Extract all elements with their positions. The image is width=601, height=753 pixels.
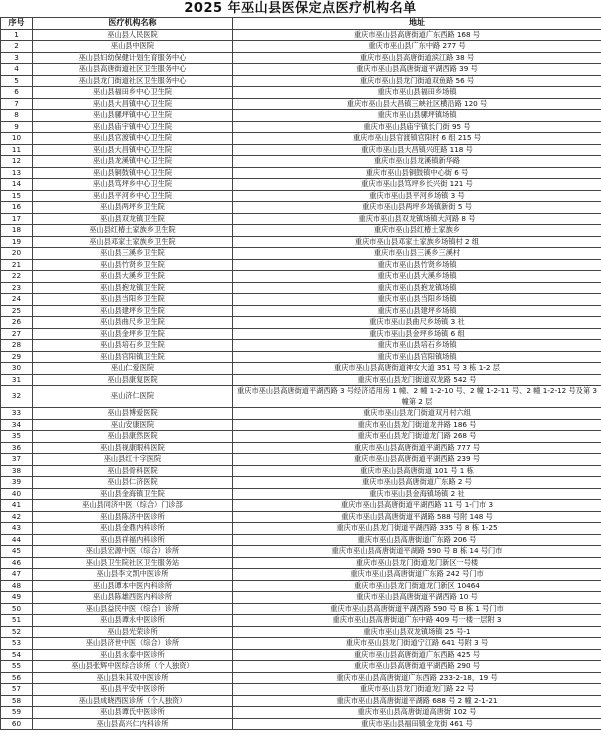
- row-num: 55: [1, 661, 33, 673]
- institution-address: 重庆市巫山县大昌镇三峡社区横沿路 120 号: [233, 98, 601, 110]
- institution-name: 巫山县官阳镇卫生院: [33, 351, 233, 363]
- row-num: 54: [1, 649, 33, 661]
- institution-address: 重庆市巫山县高唐街道平湖西路 3 号经济适用房 1 幢、2 幢 1-2-10 号、2 幢 1-2-11 号、2 幢 1-2-12 号及第 3 幢第 2 层: [233, 386, 601, 408]
- institution-address: 重庆市巫山县高唐街道广东路 2 号: [233, 477, 601, 489]
- table-row: [1, 511, 601, 523]
- row-num: 47: [1, 569, 33, 581]
- table-row: [1, 465, 601, 477]
- table-row: [1, 695, 601, 707]
- institution-address: 重庆市巫山县高唐街道广东路 242 号门市: [233, 569, 601, 581]
- institution-address: 重庆市巫山县高唐街道广东西路 425 号: [233, 649, 601, 661]
- institution-name: 巫山县祥福内科诊所: [33, 534, 233, 546]
- institution-address: 重庆市巫山县铜鼓镇中心街 6 号: [233, 167, 601, 179]
- institution-name: 巫山县金鼎内科诊所: [33, 523, 233, 535]
- institution-name: 巫山县双龙镇卫生院: [33, 213, 233, 225]
- table-row: [1, 523, 601, 535]
- institution-address: 重庆市巫山县福田乡场镇: [233, 87, 601, 99]
- institution-address: 重庆市巫山县庙宇镇长门街 95 号: [233, 121, 601, 133]
- table-row: [1, 271, 601, 283]
- table-row: [1, 41, 601, 53]
- table-row: [1, 248, 601, 260]
- institution-name: 巫山县抱龙镇卫生院: [33, 282, 233, 294]
- institution-address: 重庆市巫山县官阳镇场镇: [233, 351, 601, 363]
- row-num: 42: [1, 511, 33, 523]
- institution-name: 巫山县金坪乡卫生院: [33, 328, 233, 340]
- institution-address: 重庆市巫山县邓家土家族乡场镇村 2 组: [233, 236, 601, 248]
- institution-name: 巫山县建坪乡卫生院: [33, 305, 233, 317]
- table-row: [1, 144, 601, 156]
- row-num: 12: [1, 156, 33, 168]
- table-row: [1, 190, 601, 202]
- institution-name: 巫山县邓家土家族乡卫生院: [33, 236, 233, 248]
- row-num: 51: [1, 615, 33, 627]
- institution-address: 重庆市巫山县高唐街道平湖路 588 号附 148 号: [233, 511, 601, 523]
- institution-name: 巫山县平河乡中心卫生院: [33, 190, 233, 202]
- institution-name: 巫山县骨科医院: [33, 465, 233, 477]
- row-num: 52: [1, 626, 33, 638]
- institution-address: 重庆市巫山县培石乡场镇: [233, 340, 601, 352]
- institution-address: 重庆市巫山县高唐街道神女大道 351 号 3 栋 1-2 层: [233, 363, 601, 375]
- institution-address: 重庆市巫山县两坪乡场镇新街 5 号: [233, 202, 601, 214]
- table-row: [1, 672, 601, 684]
- row-num: 9: [1, 121, 33, 133]
- row-num: 11: [1, 144, 33, 156]
- institution-name: 巫山县大昌镇中心卫生院: [33, 144, 233, 156]
- row-num: 15: [1, 190, 33, 202]
- institution-name: 巫山县张辉中医综合诊所（个人独资）: [33, 661, 233, 673]
- institution-name: 巫山县竹贤乡卫生院: [33, 259, 233, 271]
- institution-name: 巫山县博爱医院: [33, 408, 233, 420]
- institution-address: 重庆市巫山县龙门街道龙门路 268 号: [233, 431, 601, 443]
- institution-address: 重庆市巫山县大溪乡场镇: [233, 271, 601, 283]
- institution-name: 巫山县福田乡中心卫生院: [33, 87, 233, 99]
- institution-address: 重庆市巫山县高唐街道平湖西路 10 号: [233, 592, 601, 604]
- institution-name: 巫山县三溪乡卫生院: [33, 248, 233, 260]
- institution-name: 巫山县永泰中医诊所: [33, 649, 233, 661]
- table-row: [1, 580, 601, 592]
- institution-address: 重庆市巫山县高唐街道广东西路 233-2-18，19 号: [233, 672, 601, 684]
- row-num: 60: [1, 718, 33, 730]
- institution-address: 重庆市巫山县龙门街道平湖西路 335 号 8 栋 1-25: [233, 523, 601, 535]
- institution-name: 巫山县曲尺乡卫生院: [33, 317, 233, 329]
- page-title: 2025 年巫山县医保定点医疗机构名单: [184, 1, 417, 16]
- table-row: [1, 351, 601, 363]
- table-row: [1, 121, 601, 133]
- institution-address: 重庆市巫山县高唐街道广东中路 409 号一楼一层附 3: [233, 615, 601, 627]
- institution-address: 重庆市巫山县福田镇金龙街 461 号: [233, 718, 601, 730]
- institution-name: 巫山县陈雄西医内科诊所: [33, 592, 233, 604]
- institution-address: 重庆市巫山县龙门街道龙门新区一号楼: [233, 557, 601, 569]
- institution-name: 巫山县谭氏中医诊所: [33, 707, 233, 719]
- table-row: [1, 386, 601, 408]
- institution-address: 重庆市巫山县龙门街道双月村六组: [233, 408, 601, 420]
- institution-name: 巫山县视康眼科医院: [33, 442, 233, 454]
- institution-address: 重庆市巫山县大昌镇兴旺路 118 号: [233, 144, 601, 156]
- row-num: 29: [1, 351, 33, 363]
- institution-address: 重庆市巫山县高唐街道平湖西路 39 号: [233, 64, 601, 76]
- institution-name: 巫山济仁医院: [33, 386, 233, 408]
- institution-name: 巫山县成晓西医诊所（个人独资）: [33, 695, 233, 707]
- institution-address: 重庆市巫山县龙门街道龙井路 186 号: [233, 419, 601, 431]
- table-row: [1, 282, 601, 294]
- row-num: 46: [1, 557, 33, 569]
- row-num: 26: [1, 317, 33, 329]
- institution-address: 重庆市巫山县官渡镇官阳村 6 组 215 号: [233, 133, 601, 145]
- row-num: 4: [1, 64, 33, 76]
- table-row: [1, 454, 601, 466]
- institution-address: 重庆市巫山县高唐街道 101 号 1 栋: [233, 465, 601, 477]
- institution-name: 巫山县当阳乡卫生院: [33, 294, 233, 306]
- table-row: [1, 236, 601, 248]
- row-num: 56: [1, 672, 33, 684]
- institution-address: 重庆市巫山县平河乡场镇 3 号: [233, 190, 601, 202]
- table-row: [1, 488, 601, 500]
- institution-name: 巫山县中医院: [33, 41, 233, 53]
- row-num: 53: [1, 638, 33, 650]
- table-row: [1, 661, 601, 673]
- table-row: [1, 534, 601, 546]
- row-num: 35: [1, 431, 33, 443]
- institution-name: 巫山县红十字医院: [33, 454, 233, 466]
- institution-address: 重庆市巫山县龙溪镇新华路: [233, 156, 601, 168]
- table-header-row: [1, 18, 601, 30]
- row-num: 8: [1, 110, 33, 122]
- table-row: [1, 294, 601, 306]
- institution-address: 重庆市巫山县高唐街道高唐街 102 号: [233, 707, 601, 719]
- table-row: [1, 225, 601, 237]
- institution-name: 巫山县光荣诊所: [33, 626, 233, 638]
- institution-address: 重庆市巫山县龙门街道双鱼路 56 号: [233, 75, 601, 87]
- institution-address: 重庆市巫山县金坪乡场镇 6 组: [233, 328, 601, 340]
- institution-name: 巫山县骡坪镇中心卫生院: [33, 110, 233, 122]
- institution-address: 重庆市巫山县当阳乡场镇: [233, 294, 601, 306]
- row-num: 34: [1, 419, 33, 431]
- institution-address: 重庆市巫山县高唐街道平湖路 688 号 2 幢 2-1-21: [233, 695, 601, 707]
- table-row: [1, 64, 601, 76]
- row-num: 48: [1, 580, 33, 592]
- row-num: 24: [1, 294, 33, 306]
- institution-name: 巫山县李文凯中医诊所: [33, 569, 233, 581]
- row-num: 5: [1, 75, 33, 87]
- row-num: 32: [1, 386, 33, 408]
- institution-name: 巫山安康医院: [33, 419, 233, 431]
- table-row: [1, 477, 601, 489]
- table-row: [1, 408, 601, 420]
- row-num: 38: [1, 465, 33, 477]
- row-num: 40: [1, 488, 33, 500]
- table-row: [1, 52, 601, 64]
- row-num: 22: [1, 271, 33, 283]
- institution-address: 重庆市巫山县龙门街道龙门路 22 号: [233, 684, 601, 696]
- table-row: [1, 557, 601, 569]
- institution-address: 重庆市巫山县骡坪镇场镇: [233, 110, 601, 122]
- table-row: [1, 500, 601, 512]
- row-num: 20: [1, 248, 33, 260]
- institution-address: 重庆市巫山县高唐街道平湖西路 590 号 B 栋 1 号门市: [233, 603, 601, 615]
- institution-name: 巫山县平安中医诊所: [33, 684, 233, 696]
- header-address: 地址: [233, 18, 601, 30]
- row-num: 13: [1, 167, 33, 179]
- table-row: [1, 592, 601, 604]
- institution-name: 巫山县龙门街道社区卫生服务中心: [33, 75, 233, 87]
- row-num: 49: [1, 592, 33, 604]
- header-name: 医疗机构名称: [33, 18, 233, 30]
- institution-name: 巫山县官渡镇中心卫生院: [33, 133, 233, 145]
- institution-name: 巫山县谭永中医诊所: [33, 615, 233, 627]
- institution-name: 巫山县人民医院: [33, 29, 233, 41]
- institution-name: 巫山县红椿土家族乡卫生院: [33, 225, 233, 237]
- row-num: 6: [1, 87, 33, 99]
- institution-name: 巫山县仁济医院: [33, 477, 233, 489]
- institution-address: 重庆市巫山县双龙镇场镇 25 号-1: [233, 626, 601, 638]
- row-num: 2: [1, 41, 33, 53]
- institution-name: 巫山县济世中医（综合）诊所: [33, 638, 233, 650]
- table-row: [1, 626, 601, 638]
- table-row: [1, 202, 601, 214]
- row-num: 16: [1, 202, 33, 214]
- institution-address: 重庆市巫山县广东中路 277 号: [233, 41, 601, 53]
- row-num: 10: [1, 133, 33, 145]
- institution-address: 重庆市巫山县建坪乡场镇: [233, 305, 601, 317]
- institution-address: 重庆市巫山县高唐街道平湖西路 239 号: [233, 454, 601, 466]
- institution-table: [0, 17, 601, 730]
- table-row: [1, 98, 601, 110]
- table-row: [1, 649, 601, 661]
- institution-name: 巫山县铜鼓镇中心卫生院: [33, 167, 233, 179]
- row-num: 58: [1, 695, 33, 707]
- row-num: 37: [1, 454, 33, 466]
- table-row: [1, 374, 601, 386]
- table-row: [1, 340, 601, 352]
- table-row: [1, 259, 601, 271]
- institution-address: 重庆市巫山县龙门街道宁江路 641 号附 3 号: [233, 638, 601, 650]
- institution-address: 重庆市巫山县金海镇场镇 2 社: [233, 488, 601, 500]
- row-num: 14: [1, 179, 33, 191]
- table-row: [1, 75, 601, 87]
- institution-address: 重庆市巫山县高唐街道平湖西路 777 号: [233, 442, 601, 454]
- row-num: 57: [1, 684, 33, 696]
- row-num: 45: [1, 546, 33, 558]
- institution-address: 重庆市巫山县高唐街道广东路 206 号: [233, 534, 601, 546]
- table-row: [1, 305, 601, 317]
- institution-address: 重庆市巫山县抱龙镇场镇: [233, 282, 601, 294]
- institution-name: 巫山县宏源中医（综合）诊所: [33, 546, 233, 558]
- row-num: 50: [1, 603, 33, 615]
- table-row: [1, 707, 601, 719]
- table-row: [1, 363, 601, 375]
- row-num: 1: [1, 29, 33, 41]
- row-num: 30: [1, 363, 33, 375]
- table-row: [1, 419, 601, 431]
- row-num: 17: [1, 213, 33, 225]
- row-num: 19: [1, 236, 33, 248]
- table-row: [1, 569, 601, 581]
- table-row: [1, 431, 601, 443]
- table-row: [1, 718, 601, 730]
- table-row: [1, 133, 601, 145]
- row-num: 7: [1, 98, 33, 110]
- institution-address: 重庆市巫山县红椿土家族乡: [233, 225, 601, 237]
- table-row: [1, 87, 601, 99]
- row-num: 28: [1, 340, 33, 352]
- institution-name: 巫山县谭本中医内科诊所: [33, 580, 233, 592]
- table-row: [1, 603, 601, 615]
- table-row: [1, 684, 601, 696]
- header-num: 序号: [1, 18, 33, 30]
- institution-name: 巫山县益民中医（综合）诊所: [33, 603, 233, 615]
- row-num: 44: [1, 534, 33, 546]
- row-num: 36: [1, 442, 33, 454]
- institution-address: 重庆市巫山县三溪乡三溪村: [233, 248, 601, 260]
- institution-name: 巫山县妇幼保健计划生育服务中心: [33, 52, 233, 64]
- row-num: 3: [1, 52, 33, 64]
- institution-name: 巫山县朱其双中医诊所: [33, 672, 233, 684]
- table-row: [1, 110, 601, 122]
- institution-address: 重庆市巫山县笃坪乡长兴街 121 号: [233, 179, 601, 191]
- institution-address: 重庆市巫山县高唐街道滨江路 38 号: [233, 52, 601, 64]
- table-row: [1, 29, 601, 41]
- row-num: 33: [1, 408, 33, 420]
- institution-address: 重庆市巫山县高唐街道平湖路 590 号 B 栋 14 号门市: [233, 546, 601, 558]
- institution-address: 重庆市巫山县高唐街道平湖西路 11 号 1-门市 3: [233, 500, 601, 512]
- institution-address: 重庆市巫山县曲尺乡场镇 3 社: [233, 317, 601, 329]
- table-row: [1, 213, 601, 225]
- row-num: 27: [1, 328, 33, 340]
- row-num: 25: [1, 305, 33, 317]
- institution-address: 重庆市巫山县龙门街道龙门新区 10464: [233, 580, 601, 592]
- institution-name: 巫山县高唐街道社区卫生服务中心: [33, 64, 233, 76]
- institution-name: 巫山县大溪乡卫生院: [33, 271, 233, 283]
- institution-name: 巫山县康复医院: [33, 374, 233, 386]
- institution-name: 巫山仁爱医院: [33, 363, 233, 375]
- institution-address: 重庆市巫山县龙门街道双龙路 542 号: [233, 374, 601, 386]
- row-num: 21: [1, 259, 33, 271]
- institution-name: 巫山县大昌镇中心卫生院: [33, 98, 233, 110]
- institution-name: 巫山县龙溪镇中心卫生院: [33, 156, 233, 168]
- row-num: 43: [1, 523, 33, 535]
- institution-address: 重庆市巫山县双龙镇场镇大河路 8 号: [233, 213, 601, 225]
- row-num: 23: [1, 282, 33, 294]
- row-num: 59: [1, 707, 33, 719]
- row-num: 41: [1, 500, 33, 512]
- institution-name: 巫山县卫生院社区卫生服务站: [33, 557, 233, 569]
- institution-name: 巫山县高兴仁内科诊所: [33, 718, 233, 730]
- table-row: [1, 638, 601, 650]
- table-row: [1, 442, 601, 454]
- table-row: [1, 317, 601, 329]
- institution-address: 重庆市巫山县高唐街道广东西路 168 号: [233, 29, 601, 41]
- institution-name: 巫山县培石乡卫生院: [33, 340, 233, 352]
- institution-name: 巫山县金海镇卫生院: [33, 488, 233, 500]
- institution-name: 巫山县两坪乡卫生院: [33, 202, 233, 214]
- table-row: [1, 167, 601, 179]
- institution-address: 重庆市巫山县高唐街道平湖西路 290 号: [233, 661, 601, 673]
- institution-address: 重庆市巫山县竹贤乡场镇: [233, 259, 601, 271]
- table-row: [1, 615, 601, 627]
- row-num: 31: [1, 374, 33, 386]
- institution-name: 巫山县同济中医（综合）门诊部: [33, 500, 233, 512]
- institution-name: 巫山县庙宇镇中心卫生院: [33, 121, 233, 133]
- table-row: [1, 546, 601, 558]
- institution-name: 巫山县康然医院: [33, 431, 233, 443]
- table-row: [1, 156, 601, 168]
- row-num: 39: [1, 477, 33, 489]
- table-row: [1, 179, 601, 191]
- institution-name: 巫山县陈济中医诊所: [33, 511, 233, 523]
- institution-name: 巫山县笃坪乡中心卫生院: [33, 179, 233, 191]
- row-num: 18: [1, 225, 33, 237]
- table-row: [1, 328, 601, 340]
